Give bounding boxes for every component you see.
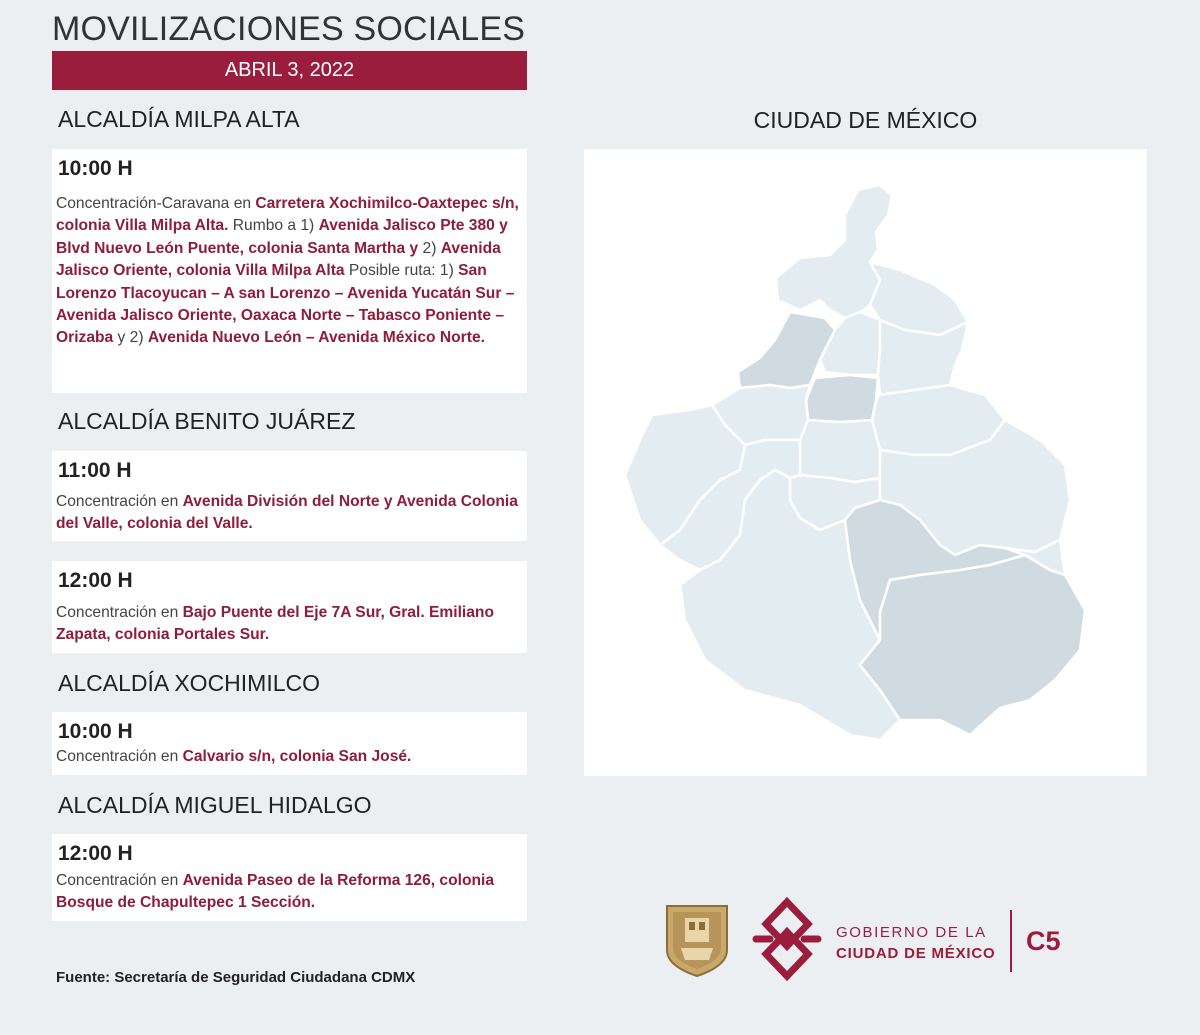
c5-logo-text: C5 — [1026, 926, 1061, 956]
map-title: CIUDAD DE MÉXICO — [753, 107, 978, 133]
event-plain-text: en — [156, 748, 183, 765]
event-time: 12:00 H — [58, 569, 133, 592]
event-location-text: Bajo Puente del Eje 7A Sur, Gral. Emiliano Zapata, colonia Portales Sur. — [56, 604, 494, 644]
event-plain-text: Concentración — [56, 493, 157, 510]
event-location-text: Carretera Xochimilco-Oaxtepec s/n, colonia Villa Milpa Alta. — [56, 195, 519, 235]
event-plain-text: en — [156, 872, 183, 889]
section-heading-benito-juarez: ALCALDÍA BENITO JUÁREZ — [58, 408, 356, 434]
event-card — [52, 834, 527, 921]
event-plain-text: en — [229, 195, 256, 212]
event-description — [56, 602, 523, 647]
event-card — [52, 561, 527, 653]
event-card — [52, 712, 527, 775]
government-name-line-1: GOBIERNO DE LA — [836, 924, 987, 941]
logo-divider — [1010, 910, 1012, 972]
event-location-text: Avenida Nuevo León – Avenida México Norte. — [147, 329, 485, 347]
section-heading-miguel-hidalgo: ALCALDÍA MIGUEL HIDALGO — [58, 792, 372, 818]
event-location-text: Avenida Jalisco Oriente, colonia Villa Milpa Alta — [56, 239, 501, 280]
date-banner: ABRIL 3, 2022 — [52, 51, 527, 90]
event-plain-text: y 2) — [113, 329, 148, 347]
government-name-line-2: CIUDAD DE MÉXICO — [836, 945, 996, 962]
event-time: 10:00 H — [58, 720, 133, 743]
event-description — [56, 193, 523, 350]
event-plain-text: en — [156, 604, 183, 621]
event-time: 10:00 H — [58, 157, 133, 180]
event-location-text: San Lorenzo Tlacoyucan – A san Lorenzo – Avenida Yucatán Sur – Avenida Jalisco Oriente, Oaxaca Norte – Tabasco Poniente – Orizaba — [56, 262, 515, 347]
event-description — [56, 870, 523, 915]
event-plain-text: en — [156, 493, 183, 510]
section-heading-milpa-alta: ALCALDÍA MILPA ALTA — [58, 106, 300, 132]
event-time: 11:00 H — [58, 459, 132, 482]
event-plain-text: Concentración — [56, 748, 157, 765]
event-card — [52, 451, 527, 541]
cdmx-map-svg — [584, 149, 1147, 776]
source-note: Fuente: Secretaría de Seguridad Ciudadana CDMX — [56, 969, 416, 986]
section-heading-xochimilco: ALCALDÍA XOCHIMILCO — [58, 670, 321, 696]
event-description — [56, 746, 523, 768]
map-region-benito-juarez — [800, 420, 880, 482]
event-location-text: Calvario s/n, colonia San José. — [182, 748, 412, 765]
cdmx-coat-of-arms-logo — [665, 904, 729, 978]
government-name — [836, 922, 995, 964]
cdmx-emblem-logo — [750, 896, 824, 982]
event-plain-text: Posible ruta: 1) — [344, 262, 459, 280]
map-region-cuauhtemoc — [806, 375, 878, 422]
event-plain-text: Rumbo a 1) — [228, 217, 319, 235]
event-plain-text: Concentración — [56, 604, 157, 621]
event-description — [56, 491, 523, 536]
event-location-text: Avenida División del Norte y Avenida Colonia del Valle, colonia del Valle. — [56, 493, 518, 533]
event-plain-text: Concentración — [56, 872, 157, 889]
event-plain-text: 2) — [418, 239, 441, 257]
map-region-milpa-alta — [860, 555, 1085, 735]
event-plain-text: Concentración-Caravana — [56, 195, 230, 212]
event-location-text: Avenida Paseo de la Reforma 126, colonia Bosque de Chapultepec 1 Sección. — [56, 872, 494, 912]
event-time: 12:00 H — [58, 842, 133, 865]
event-location-text: Avenida Jalisco Pte 380 y Blvd Nuevo León Puente, colonia Santa Martha y — [56, 217, 508, 257]
page-title: MOVILIZACIONES SOCIALES — [52, 10, 526, 48]
cdmx-map — [584, 149, 1147, 776]
event-card — [52, 149, 527, 393]
